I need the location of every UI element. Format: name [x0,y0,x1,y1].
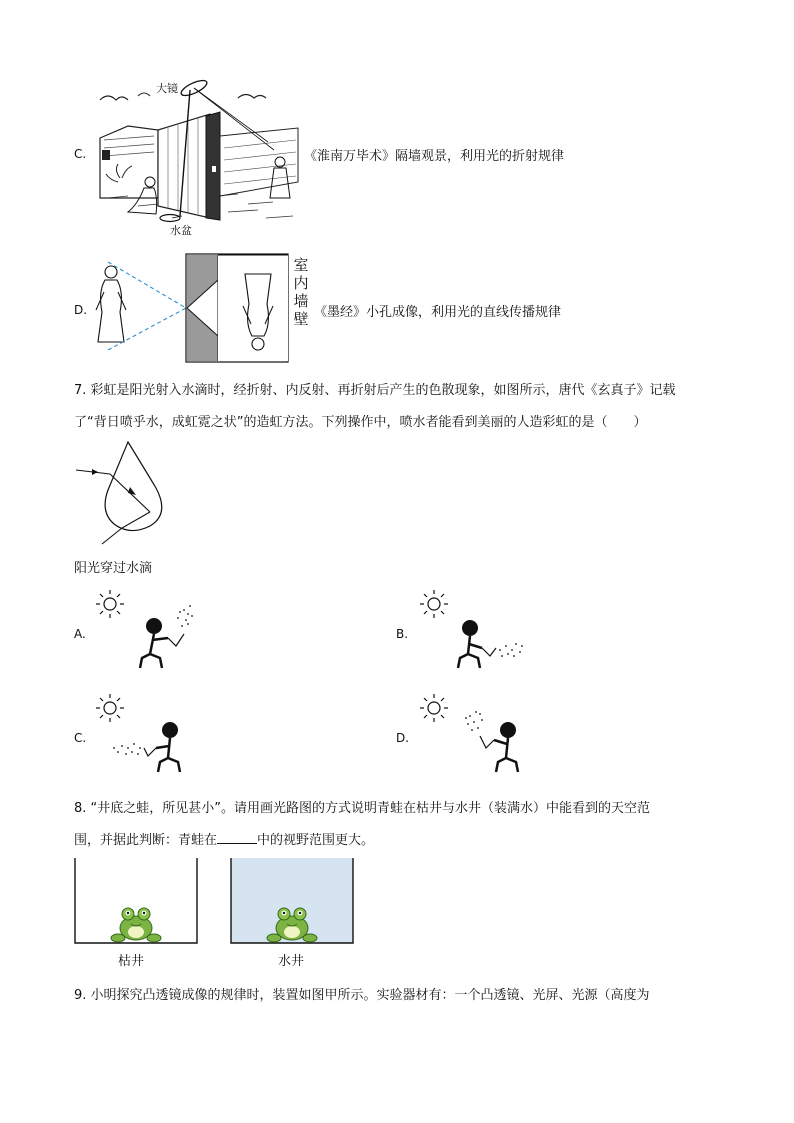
indoor-wall-label [292,256,310,328]
option-a-drawing [92,588,202,678]
q7-option-b-figure[interactable] [416,588,536,678]
dry-well-label: 枯井 [118,954,145,969]
option-b-drawing [416,588,536,678]
wall-char-3: 墙 [293,292,309,310]
q7-line-2: 了“背日喷乎水，成虹霓之状”的造虹方法。下列操作中，喷水者能看到美丽的人造彩虹的是（ ） [74,415,647,430]
pinhole-drawing [90,252,315,364]
q7-option-d-figure[interactable] [416,690,536,782]
raindrop-caption: 阳光穿过水滴 [74,561,153,576]
q8-line-2-before: 围，并据此判断：青蛙在 [74,833,218,848]
dry-well-figure [74,858,198,944]
option-c-text: 《淮南万毕术》隔墙观景，利用光的折射规律 [304,149,565,164]
wall-char-2: 内 [293,274,309,292]
woodcut-drawing [98,78,300,228]
q7-option-d-letter[interactable]: D. [396,731,410,745]
water-well-drawing [230,858,354,944]
option-c-drawing [92,690,202,782]
q7-option-b-letter[interactable]: B. [396,627,409,641]
q8-line-2 [74,829,374,848]
option-d-pinhole-illustration [90,252,315,364]
basin-label: 水盆 [170,224,192,237]
q7-option-c-letter[interactable]: C. [74,731,87,745]
dry-well-drawing [74,858,198,944]
wall-char-4: 壁 [293,310,309,328]
raindrop-drawing [74,440,174,550]
mirror-label: 大镜 [156,82,178,95]
answer-blank[interactable] [217,832,257,844]
option-d-drawing [416,690,536,782]
raindrop-figure [74,440,174,550]
option-c-letter: C. [74,147,87,161]
q7-option-c-figure[interactable] [92,690,202,782]
frog-icon [111,908,161,942]
q7-line-1: 7. 彩虹是阳光射入水滴时，经折射、内反射、再折射后产生的色散现象，如图所示，唐代《玄真子》记载 [74,383,676,398]
q8-line-1: 8. “井底之蛙，所见甚小”。请用画光路图的方式说明青蛙在枯井与水井（装满水）中能看到的天空范 [74,801,651,816]
q7-option-a-letter[interactable]: A. [74,627,86,641]
q7-option-a-figure[interactable] [92,588,202,678]
water-well-figure [230,858,354,944]
q9-line-1: 9. 小明探究凸透镜成像的规律时，装置如图甲所示。实验器材有：一个凸透镜、光屏、光源（高度为 [74,988,650,1003]
water-well-label: 水井 [278,954,305,969]
option-d-letter: D. [74,303,88,317]
q8-line-2-after: 中的视野范围更大。 [257,833,375,848]
option-d-text: 《墨经》小孔成像，利用光的直线传播规律 [314,305,562,320]
option-c-woodcut-illustration [98,78,300,237]
wall-char-1: 室 [293,256,309,274]
